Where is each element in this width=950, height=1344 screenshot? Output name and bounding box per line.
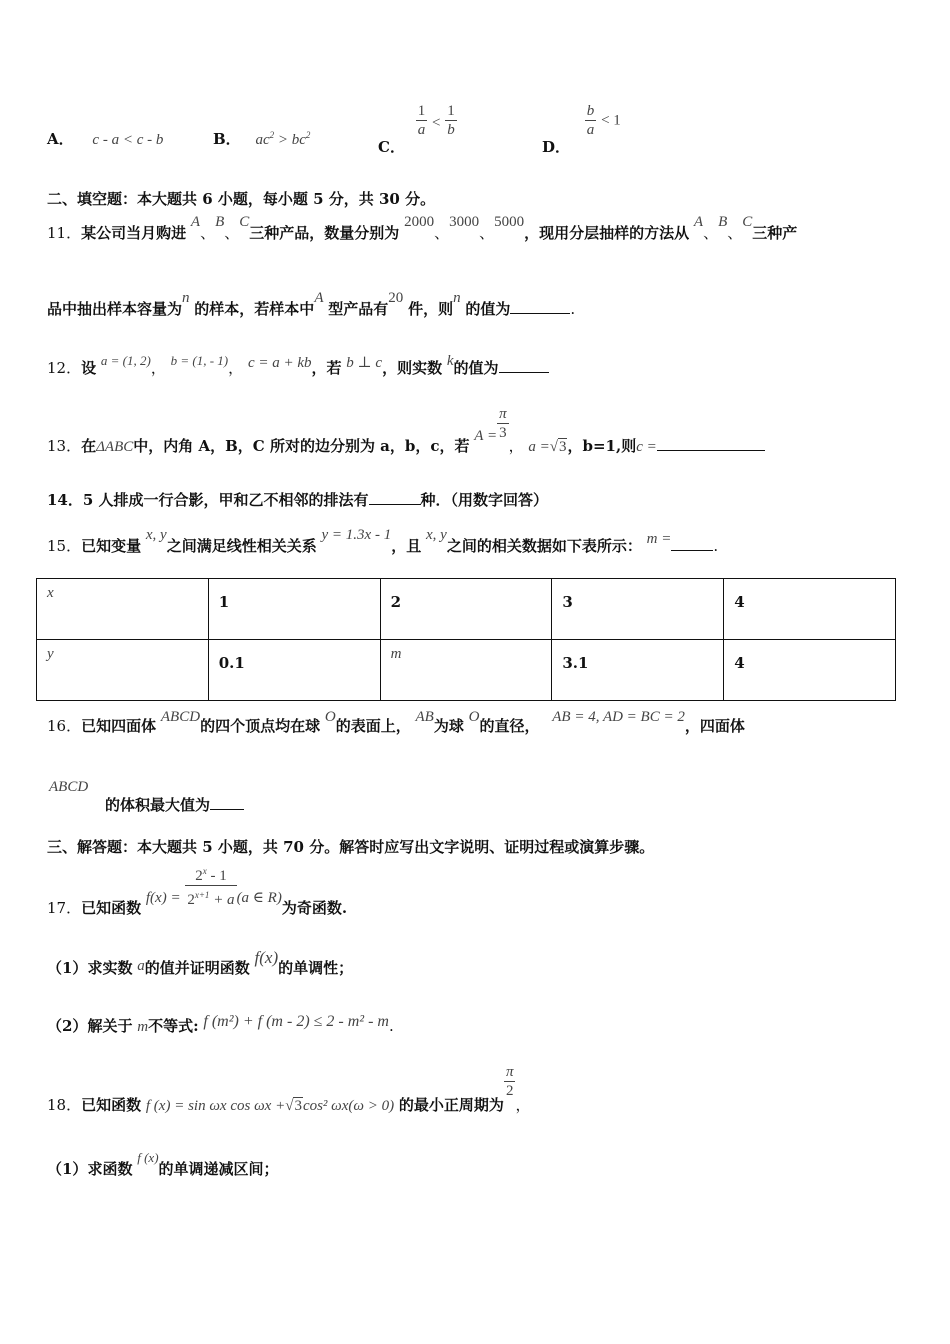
pi-over-2: $\frac{\pi}{2}$ <box>505 1064 514 1099</box>
question-17: 17．已知函数 f(x) = $\frac{2^x - 1}{2^{x+1} + a}$ (a ∈ R)为奇函数. <box>47 862 347 909</box>
answer-blank-12 <box>499 360 549 373</box>
question-15: 15．已知变量 x, y之间满足线性相关关系 y = 1.3x - 1，且 x, y之间的相关数据如下表所示： m = . <box>47 527 719 555</box>
table-cell: 4 <box>724 579 896 640</box>
q10-option-a <box>47 128 163 149</box>
question-17-part2: （2）解关于 m不等式: f (m²) + f (m - 2) ≤ 2 - m² - m. <box>47 1013 394 1035</box>
table-cell: 3.1 <box>552 640 724 701</box>
question-14: 14．5 人排成一行合影，甲和乙不相邻的排法有 种．（用数字回答） <box>47 491 549 509</box>
question-11-line1: 11．某公司当月购进 A、B、C三种产品，数量分别为 2000、3000、5000，现用分层抽样的方法从 A、B、C三种产 <box>47 214 798 242</box>
table-cell: 4 <box>724 640 896 701</box>
option-a-label: A． <box>47 130 74 148</box>
answer-blank-14 <box>369 492 421 505</box>
data-table <box>36 578 896 701</box>
option-c-op: < <box>432 114 441 131</box>
table-header-x: x <box>37 579 209 640</box>
option-c-label: C． <box>378 137 405 156</box>
q10-option-c <box>378 102 457 156</box>
answer-blank-15 <box>671 538 713 551</box>
q10-option-d <box>542 102 621 156</box>
table-cell: 1 <box>208 579 380 640</box>
answer-blank-13 <box>657 438 765 451</box>
section-3-heading: 三、解答题：本大题共 5 小题，共 70 分。解答时应写出文字说明、证明过程或演算步骤。 <box>47 838 655 856</box>
option-c-frac2: $\frac{1}{b}$ <box>447 103 455 138</box>
question-11-line2: 品中抽出样本容量为n 的样本，若样本中A 型产品有20 件，则n 的值为 . <box>47 290 576 318</box>
function-fraction: $\frac{2^x - 1}{2^{x+1} + a}$ <box>185 862 236 909</box>
question-16-line1: 16．已知四面体 ABCD的四个顶点均在球 O的表面上， AB为球 O的直径， AB = 4, AD = BC = 2，四面体 <box>47 709 745 735</box>
option-a-expr: c - a < c - b <box>92 132 164 148</box>
question-18: 18．已知函数 f (x) = sin ωx cos ωx +√3cos² ωx(ω > 0) 的最小正周期为 $\frac{\pi}{2}$ ， <box>47 1064 531 1114</box>
answer-blank-11 <box>510 301 570 314</box>
option-d-label: D． <box>542 137 571 156</box>
option-d-rest: < 1 <box>601 112 621 129</box>
pi-over-3: $\frac{\pi}{3}$ <box>499 406 507 441</box>
table-cell: 3 <box>552 579 724 640</box>
table-header-y: y <box>37 640 209 701</box>
question-12: 12．设 a = (1, 2)， b = (1, - 1)， c = a + kb，若 b ⊥ c，则实数 k的值为 <box>47 357 549 378</box>
option-b-expr: $ac^2 > bc^2$ <box>255 130 311 148</box>
option-d-frac: $\frac{b}{a}$ <box>586 103 595 138</box>
question-16-line2: ABCD 的体积最大值为 <box>49 777 244 817</box>
answer-blank-16 <box>210 797 244 810</box>
option-c-frac1: $\frac{1}{a}$ <box>417 103 426 138</box>
table-cell: 2 <box>380 579 552 640</box>
table-row-x <box>37 579 896 640</box>
table-row-y <box>37 640 896 701</box>
question-18-part1: （1）求函数 f (x)的单调递减区间； <box>47 1150 279 1178</box>
section-2-heading: 二、填空题：本大题共 6 小题，每小题 5 分，共 30 分。 <box>47 190 436 208</box>
question-13: 13．在ΔABC中，内角 A，B，C 所对的边分别为 a，b，c，若 A = $\frac{\pi}{3}$ ， a =√3，b=1,则c = <box>47 405 765 442</box>
question-17-part1: （1）求实数 a的值并证明函数 f(x)的单调性； <box>47 948 354 977</box>
option-b-label: B． <box>213 130 241 148</box>
table-cell: 0.1 <box>208 640 380 701</box>
q10-option-b <box>213 128 310 149</box>
table-cell: m <box>380 640 552 701</box>
